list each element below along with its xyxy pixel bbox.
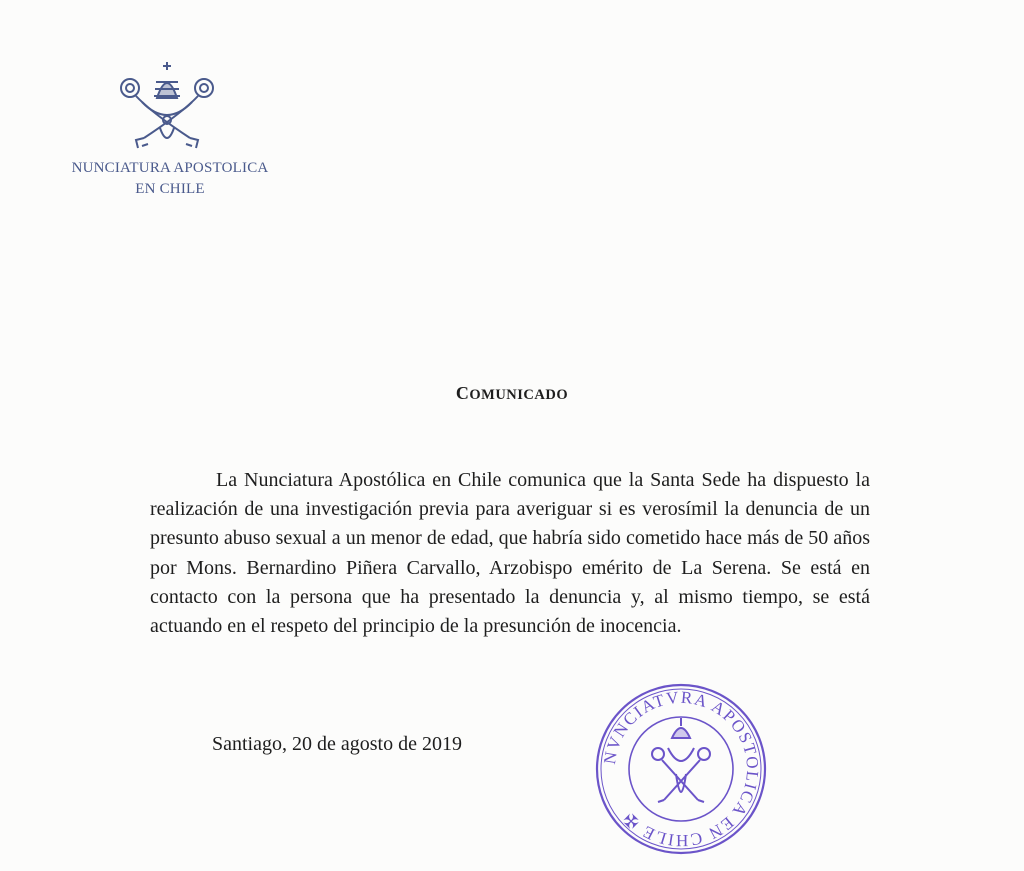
svg-text:NVNCIATVRA APOSTOLICA EN CHILE: NVNCIATVRA APOSTOLICA EN CHILE ✠ (599, 687, 763, 851)
org-name-line1: NUNCIATURA APOSTOLICA (71, 160, 269, 176)
body-paragraph: La Nunciatura Apostólica en Chile comunica que la Santa Sede ha dispuesto la realización de una investigación previa para averiguar si es verosímil la denuncia de un presunto abuso sexual a un menor de edad, que habría sido cometido hace más de 50 años por Mons. Bernardino Piñera Carvallo, Arzobispo emérito de La Serena. Se está en contacto con la persona que ha presentado la denuncia y, al mismo tiempo, se está actuando en el respeto del principio de la presunción de inocencia. (150, 469, 870, 638)
letterhead (58, 58, 282, 200)
org-name-line2: EN CHILE (135, 181, 205, 197)
place-and-date: Santiago, 20 de agosto de 2019 (212, 733, 462, 755)
nunciature-seal-stamp-icon (594, 682, 768, 856)
title-initial: C (455, 383, 470, 403)
organization-name (58, 158, 282, 200)
title-rest: OMUNICADO (469, 387, 569, 403)
papal-coat-of-arms-icon (112, 58, 222, 152)
document-title (0, 383, 1024, 404)
